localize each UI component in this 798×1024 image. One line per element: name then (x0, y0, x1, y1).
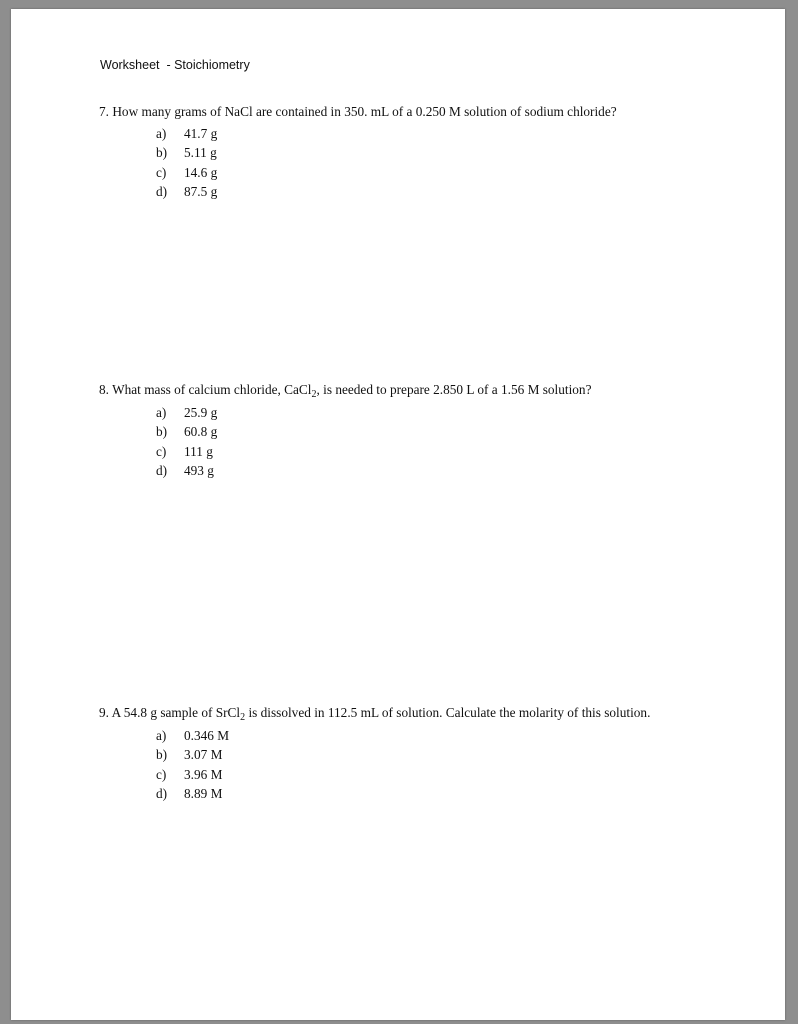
option-letter: c) (156, 766, 167, 782)
question-number: 8. (99, 382, 109, 397)
option-value: 8.89 M (184, 785, 223, 801)
option-d (156, 784, 229, 803)
question-text-after: is dissolved in 112.5 mL of solution. Calculate the molarity of this solution. (245, 705, 651, 720)
option-letter: a) (156, 126, 167, 141)
question-text-before: What mass of calcium chloride, (112, 382, 285, 397)
question-7-options (156, 124, 217, 201)
option-b (156, 143, 217, 162)
option-value: 3.07 M (184, 747, 223, 763)
option-a (156, 403, 217, 422)
option-value: 111 g (184, 443, 213, 459)
option-letter: a) (156, 728, 167, 743)
chemical-formula: CaCl (284, 382, 312, 397)
option-d (156, 461, 217, 480)
option-c (156, 163, 217, 182)
question-number: 7. (99, 104, 109, 119)
option-b (156, 745, 229, 764)
question-9 (99, 705, 650, 721)
option-letter: b) (156, 145, 168, 161)
option-value: 493 g (184, 462, 214, 478)
option-value: 3.96 M (184, 766, 223, 782)
option-b (156, 422, 217, 441)
question-text-before: A 54.8 g sample of (111, 705, 216, 720)
option-letter: d) (156, 785, 168, 801)
option-letter: d) (156, 183, 168, 199)
option-letter: a) (156, 405, 167, 420)
option-letter: b) (156, 424, 168, 440)
formula-subscript: 2 (311, 389, 317, 400)
formula-subscript: 2 (240, 712, 246, 723)
question-8 (99, 382, 591, 398)
question-text: How many grams of NaCl are contained in 350. mL of a 0.250 M solution of sodium chloride? (112, 104, 617, 119)
option-a (156, 124, 217, 143)
option-value: 14.6 g (184, 164, 218, 180)
question-8-options (156, 403, 217, 480)
option-value: 5.11 g (184, 145, 217, 161)
option-value: 87.5 g (184, 183, 218, 199)
option-letter: c) (156, 443, 167, 459)
question-7 (99, 104, 617, 120)
chemical-formula: SrCl (215, 705, 241, 720)
question-9-options (156, 726, 229, 803)
option-letter: d) (156, 462, 168, 478)
option-value: 60.8 g (184, 424, 218, 440)
option-value: 41.7 g (184, 126, 218, 141)
option-value: 0.346 M (184, 728, 230, 743)
option-c (156, 765, 229, 784)
question-text-after: , is needed to prepare 2.850 L of a 1.56 M solution? (316, 382, 592, 397)
option-value: 25.9 g (184, 405, 218, 420)
question-number: 9. (99, 705, 109, 720)
worksheet-page (11, 9, 785, 1020)
worksheet-title: Worksheet - Stoichiometry (100, 58, 250, 72)
option-d (156, 182, 217, 201)
option-letter: b) (156, 747, 168, 763)
option-letter: c) (156, 164, 167, 180)
option-c (156, 442, 217, 461)
option-a (156, 726, 229, 745)
